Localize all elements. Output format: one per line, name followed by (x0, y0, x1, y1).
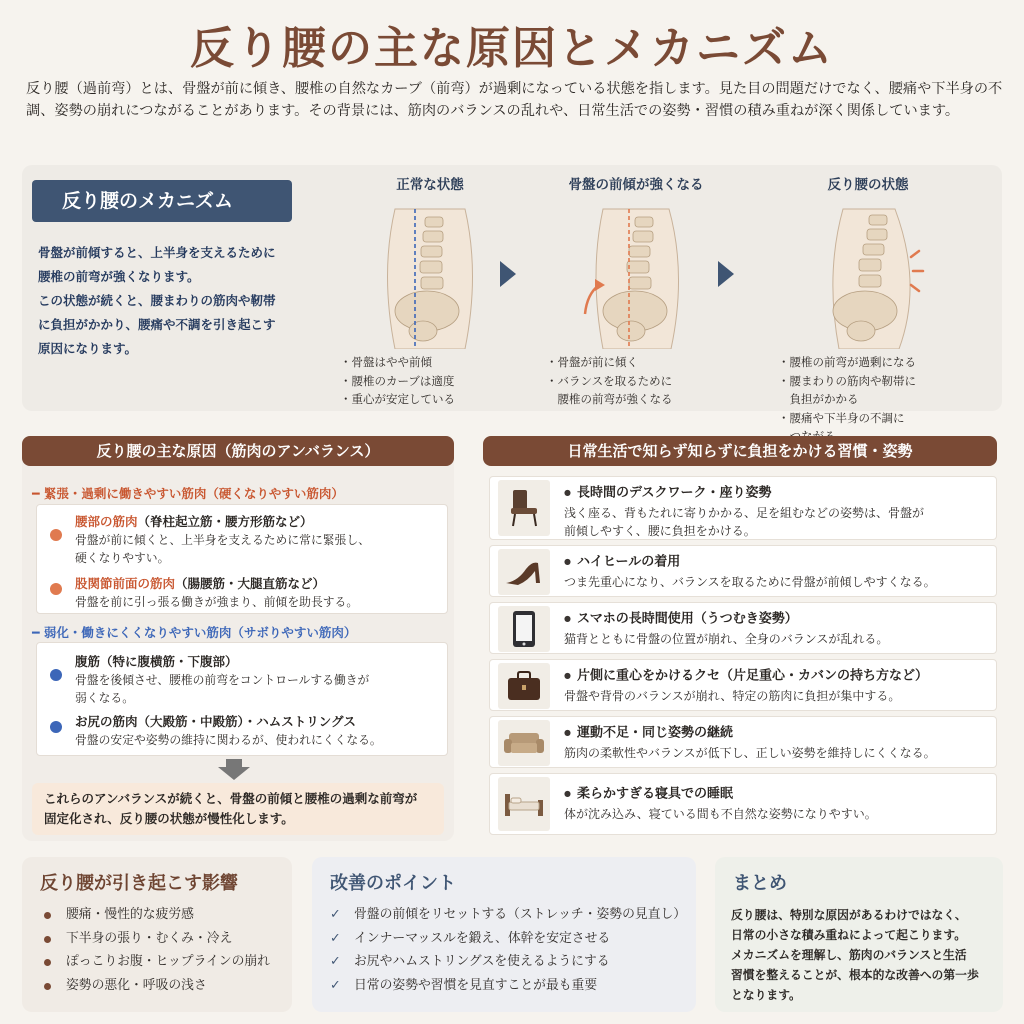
mechanism-description (38, 241, 328, 361)
stage-title: 正常な状態 (396, 177, 464, 193)
bullet-dot-icon (50, 583, 62, 595)
habit-item (489, 602, 997, 654)
effects-list (40, 903, 270, 997)
stage-bullets (340, 353, 520, 409)
habit-item (489, 773, 997, 835)
tight-muscles-label-text: 緊張・過剰に働きやすい筋肉（硬くなりやすい筋肉） (43, 486, 344, 501)
habits-heading: 日常生活で知らず知らずに負担をかける習慣・姿勢 (483, 436, 997, 466)
tilting-spine-illustration (571, 199, 701, 349)
summary-text (731, 905, 979, 1005)
stage-bullets (778, 353, 958, 446)
normal-spine-illustration (365, 199, 495, 349)
high-heel-icon (498, 549, 550, 595)
page-title: 反り腰の主な原因とメカニズム (190, 23, 834, 74)
list-item (37, 643, 447, 707)
bag-icon (498, 663, 550, 709)
check-icon: ✓ (330, 907, 341, 922)
muscle-name: 腹筋（特に腹横筋・下腹部） (75, 654, 238, 669)
item-body: 骨盤を前に引っ張る働きが強まり、前傾を助長する。 (75, 595, 359, 609)
stage-title: 骨盤の前傾が強くなる (568, 177, 704, 193)
habit-title: ● 柔らかすぎる寝具での睡眠 (564, 784, 994, 805)
conclusion-line: 固定化され、反り腰の状態が慢性化します。 (44, 811, 294, 826)
summary-line: 反り腰は、特別な原因があるわけではなく、 (731, 908, 967, 922)
habit-title: ● 運動不足・同じ姿勢の継続 (564, 723, 994, 744)
stage-normal (340, 173, 520, 409)
item-body: 骨盤を後傾させ、腰椎の前弯をコントロールする働きが (75, 673, 370, 687)
list-item (40, 927, 270, 951)
habit-title: ● 片側に重心をかけるクセ（片足重心・カバンの持ち方など） (564, 666, 994, 687)
improve-list (328, 903, 686, 997)
intro-text: 反り腰（過前弯）とは、骨盤が前に傾き、腰椎の自然なカーブ（前弯）が過剰になっている状態を指します。見た目の問題だけでなく、腰痛や下半身の不調、姿勢の崩れにつながることがあります。その背景には、筋肉のバランスの乱れや、日常生活での姿勢・習慣の積み重ねが深く関係しています。 (26, 81, 1003, 119)
list-item (328, 927, 686, 951)
habit-body: 骨盤や背骨のバランスが崩れ、特定の筋肉に負担が集中する。 (564, 688, 901, 703)
summary-card (715, 857, 1003, 1012)
habit-body: 猫背とともに骨盤の位置が崩れ、全身のバランスが乱れる。 (564, 631, 889, 646)
muscle-name: お尻の筋肉（大殿筋・中殿筋）・ハムストリングス (75, 714, 356, 729)
stage-bullet: ・骨盤が前に傾く (546, 355, 638, 369)
habit-item (489, 476, 997, 540)
item-body: 骨盤が前に傾くと、上半身を支えるために常に緊張し、 (75, 533, 370, 547)
list-item (37, 567, 447, 611)
dash-icon: ━ (32, 486, 44, 501)
check-icon: ✓ (330, 930, 341, 946)
list-item (328, 950, 686, 974)
weak-muscles-label-text: 弱化・働きにくくなりやすい筋肉（サボりやすい筋肉） (43, 625, 357, 640)
effects-heading: 反り腰が引き起こす影響 (40, 873, 238, 894)
stage-title: 反り腰の状態 (827, 177, 909, 193)
bullet-dot-icon (44, 912, 51, 919)
summary-line: となります。 (731, 988, 801, 1002)
summary-heading: まとめ (733, 873, 787, 894)
improve-heading: 改善のポイント (330, 873, 456, 894)
stage-bullets (546, 353, 726, 409)
conclusion-line: これらのアンバランスが続くと、骨盤の前傾と腰椎の過剰な前弯が (44, 791, 418, 806)
mechanism-desc-line: 原因になります。 (38, 341, 138, 356)
effects-card (22, 857, 292, 1012)
bullet-dot-icon (50, 669, 62, 681)
check-icon: ✓ (330, 954, 341, 969)
mechanism-desc-line: 骨盤が前傾すると、上半身を支えるために (38, 245, 276, 260)
improve-text: 骨盤の前傾をリセットする（ストレッチ・姿勢の見直し） (354, 907, 687, 922)
habit-body: 筋肉の柔軟性やバランスが低下し、正しい姿勢を維持しにくくなる。 (564, 745, 936, 760)
stage-bullet: ・バランスを取るために (546, 373, 673, 388)
effect-text: 姿勢の悪化・呼吸の浅さ (66, 977, 207, 993)
stage-bullet: ・骨盤はやや前傾 (340, 355, 432, 369)
chair-icon (498, 480, 550, 536)
mechanism-desc-line: 腰椎の前弯が強くなります。 (38, 269, 200, 284)
habit-title: ● 長時間のデスクワーク・座り姿勢 (564, 483, 994, 504)
arrow-right-icon (500, 261, 516, 287)
bullet-dot-icon (50, 721, 62, 733)
muscle-detail: （腸腰筋・大腿直筋など） (175, 576, 326, 591)
bed-icon (498, 777, 550, 831)
smartphone-icon (498, 606, 550, 652)
stage-tilting (546, 173, 726, 409)
muscle-name: 腰部の筋肉 (75, 514, 138, 529)
habit-item (489, 545, 997, 597)
tight-muscles-label (32, 484, 344, 502)
improve-text: インナーマッスルを鍛え、体幹を安定させる (354, 930, 611, 946)
mechanism-desc-line: この状態が続くと、腰まわりの筋肉や靭帯 (38, 293, 276, 308)
habit-body: 前傾しやすく、腰に負担をかける。 (564, 523, 756, 538)
habit-body: 体が沈み込み、寝ている間も不自然な姿勢になりやすい。 (564, 806, 877, 821)
habit-item (489, 659, 997, 711)
item-body: 骨盤の安定や姿勢の維持に関わるが、使われにくくなる。 (75, 733, 382, 747)
stage-swayback (778, 173, 958, 446)
tight-muscles-box (36, 504, 448, 614)
list-item (40, 974, 270, 998)
improve-card (312, 857, 696, 1012)
stage-bullet: 腰椎の前弯が強くなる (546, 392, 673, 406)
bullet-dot-icon (50, 529, 62, 541)
list-item (37, 505, 447, 567)
improve-text: 日常の姿勢や習慣を見直すことが最も重要 (354, 977, 598, 993)
muscle-detail: （脊柱起立筋・腰方形筋など） (137, 514, 313, 529)
stage-bullet: ・腰まわりの筋肉や靭帯に (778, 373, 916, 388)
habits-section (483, 436, 1000, 841)
bullet-dot-icon (44, 983, 51, 990)
item-body: 硬くなりやすい。 (75, 551, 170, 565)
summary-line: 習慣を整えることが、根本的な改善への第一歩 (731, 968, 979, 982)
list-item (40, 950, 270, 974)
effect-text: 腰痛・慢性的な疲労感 (66, 907, 194, 922)
stage-bullet: ・重心が安定している (340, 392, 455, 406)
mechanism-section (22, 165, 1002, 425)
habit-body: つま先重心になり、バランスを取るために骨盤が前傾しやすくなる。 (564, 574, 936, 589)
causes-heading: 反り腰の主な原因（筋肉のアンバランス） (22, 436, 454, 466)
mechanism-heading: 反り腰のメカニズム (32, 180, 292, 222)
muscle-name: 股関節前面の筋肉 (75, 576, 176, 591)
arrow-right-icon (718, 261, 734, 287)
stage-bullet: ・腰痛や下半身の不調に (778, 410, 905, 425)
summary-line: メカニズムを理解し、筋肉のバランスと生活 (731, 948, 967, 962)
causes-conclusion (32, 783, 444, 835)
weak-muscles-box (36, 642, 448, 756)
dash-icon: ━ (32, 625, 44, 640)
habit-title: ● スマホの長時間使用（うつむき姿勢） (564, 609, 994, 630)
habit-item (489, 716, 997, 768)
improve-text: お尻やハムストリングスを使えるようにする (354, 954, 610, 969)
causes-section (22, 436, 454, 841)
list-item (328, 903, 686, 927)
sofa-icon (498, 720, 550, 766)
habit-body: 浅く座る、背もたれに寄りかかる、足を組むなどの姿勢は、骨盤が (564, 505, 925, 520)
list-item (40, 903, 270, 927)
stage-bullet: 負担がかかる (778, 392, 859, 406)
list-item (37, 707, 447, 749)
bullet-dot-icon (44, 959, 51, 966)
effect-text: ぽっこりお腹・ヒップラインの崩れ (66, 954, 270, 969)
swayback-spine-illustration (803, 199, 933, 349)
bullet-dot-icon (44, 936, 51, 943)
check-icon: ✓ (330, 977, 341, 993)
list-item (328, 974, 686, 998)
stage-bullet: ・腰椎のカーブは適度 (340, 373, 455, 388)
habit-title: ● ハイヒールの着用 (564, 552, 994, 573)
stage-bullet: ・腰椎の前弯が過剰になる (778, 355, 916, 369)
summary-line: 日常の小さな積み重ねによって起こります。 (731, 928, 966, 942)
weak-muscles-label (32, 623, 356, 641)
effect-text: 下半身の張り・むくみ・冷え (66, 930, 233, 946)
arrow-down-icon (216, 759, 252, 781)
item-body: 弱くなる。 (75, 691, 134, 705)
mechanism-desc-line: に負担がかかり、腰痛や不調を引き起こす (38, 317, 276, 332)
